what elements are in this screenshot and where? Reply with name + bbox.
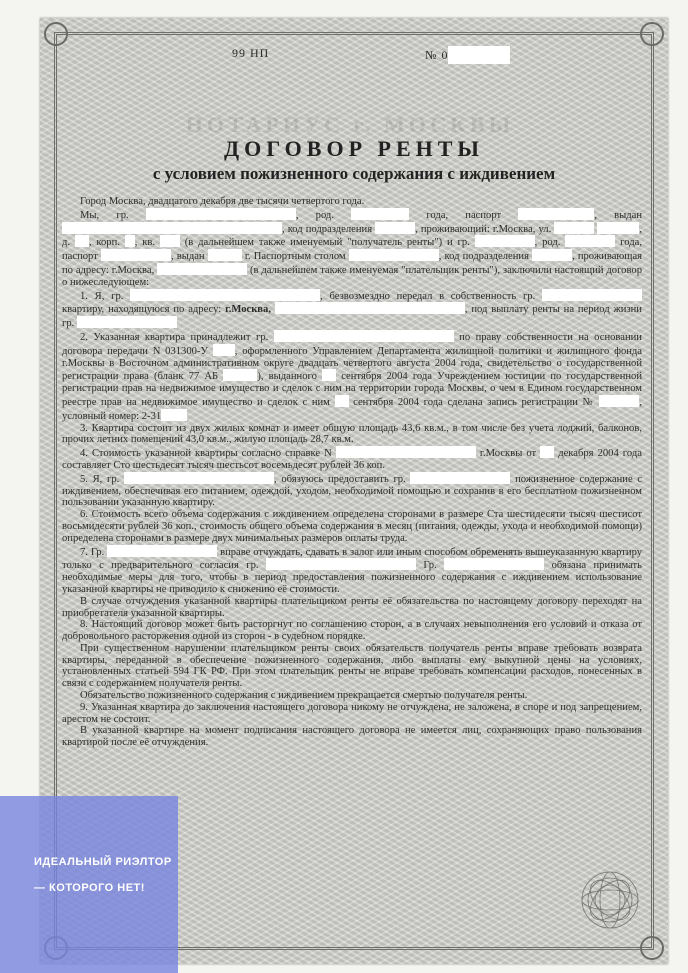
redacted-field: [322, 369, 336, 381]
text-fragment: , д.: [62, 223, 642, 249]
text-fragment: пожизненное содержание с иждивением, обеспечивая его питанием, одеждой, уходом, необходимой помощью и сохранив в его бесплатном пожизненном пользовании указанную квартиру.: [62, 473, 643, 509]
redacted-field: [275, 302, 465, 314]
clause-9: 9. Указанная квартира до заключения настоящего договора никому не отчуждена, не заложена, в споре и под запрещением, арестом не состоит.: [62, 701, 642, 725]
text-fragment: (в дальнейшем также именуемая "плательщик ренты"), заключили настоящий договор о нижеследующем:: [62, 264, 642, 288]
clause-6: 6. Стоимость всего объема содержания с иждивением определена сторонами в размере Ста шестидесяти тысяч шестисот восьмидесяти рублей 36 коп., стоимость общего объема содержания в месяц (питания, одежды, ухода и необходимой помощи) определена сторонами в размере двух минимальных размеров оплаты труда.: [62, 509, 642, 544]
city-date: Город Москва, двадцатого декабря две тысячи четвертого года.: [80, 196, 365, 207]
text-fragment: , кв.: [134, 237, 156, 249]
text-fragment: , код подразделения: [282, 223, 373, 235]
text-fragment: квартиру, находящуюся по адресу:: [62, 304, 222, 316]
redacted-field: [565, 235, 615, 247]
redacted-field: [124, 472, 274, 484]
redacted-field: [448, 46, 510, 64]
redacted-field: [130, 289, 320, 301]
clause-8: 8. Настоящий договор может быть расторгнут по соглашению сторон, а в случаях невыполнения его условий и отказа от добровольного расторжения одной из сторон - в судебном порядке.: [62, 619, 642, 643]
clause-7b: В случае отчуждения указанной квартиры плательщиком ренты её обязательства по настоящему договору переходят на приобретателя указанной квартиры.: [62, 595, 642, 619]
redacted-field: [532, 249, 572, 261]
contract-body: [62, 196, 642, 749]
text-fragment: , обязуюсь предоставить гр.: [274, 473, 406, 485]
clause-4: [62, 446, 642, 472]
text-fragment: , корп.: [88, 237, 120, 249]
text-fragment: года, паспорт: [62, 237, 642, 263]
text-fragment: , выдан: [170, 251, 205, 263]
guilloche-rosette: [570, 866, 650, 934]
text-fragment: , проживающая по адресу: г.Москва,: [62, 251, 643, 276]
redacted-field: [266, 558, 416, 570]
frame-corner: [44, 22, 68, 46]
parties-paragraph: [62, 208, 642, 289]
text-fragment: , выдан: [594, 209, 643, 221]
frame-corner: [640, 22, 664, 46]
clause-7: [62, 545, 642, 596]
text-fragment: 5. Я, гр.: [80, 473, 120, 485]
text-fragment: , код подразделения: [438, 251, 529, 263]
text-fragment: 4. Стоимость указанной квартиры согласно справке N: [80, 448, 332, 460]
text-fragment: , оформленного Управлением Департамента жилищной политики и жилищного фонда г.Москвы в Восточном административном округе двадцать четвертого августа 2004 года, свидетельство о государственной регистрации права (бланк 77 АБ: [62, 345, 643, 383]
redacted-field: [599, 395, 639, 407]
redacted-field: [157, 263, 247, 275]
text-fragment: Гр.: [423, 560, 437, 572]
text-fragment: 7. Гр.: [80, 546, 105, 558]
notary-watermark: НОТАРИУС г. МОСКВЫ: [185, 112, 515, 137]
document-subtitle: с условием пожизненного содержания с иждивением: [152, 164, 556, 183]
redacted-field: [101, 249, 171, 261]
text-fragment: 2. Указанная квартира принадлежит гр.: [80, 331, 269, 343]
clause-1: [62, 289, 642, 330]
text-fragment: вправе отчуждать, сдавать в залог или иным способом обременять вышеуказанную квартиру только с предварительного согласия гр.: [62, 546, 643, 572]
redacted-field: [62, 222, 282, 234]
clause-5: [62, 472, 642, 509]
address-city: г.Москва,: [225, 304, 271, 316]
redacted-field: [125, 235, 135, 247]
text-fragment: , под выплату ренты на период жизни гр.: [62, 304, 642, 330]
text-fragment: Мы, гр.: [80, 209, 129, 221]
redacted-field: [349, 249, 439, 261]
banner-line-1: ИДЕАЛЬНЫЙ РИЭЛТОР: [34, 856, 172, 868]
redacted-field: [336, 446, 476, 458]
text-fragment: обязана принимать необходимые меры для того, чтобы в период предоставления пожизненного содержания с иждивением использование указанной квартиры не приводило к снижению её стоимости.: [62, 560, 643, 595]
text-fragment: , условный номер: 2-31: [62, 396, 642, 422]
form-number-prefix: № 0: [425, 48, 449, 62]
text-fragment: сентября 2004 года сделана запись регистрации №: [353, 396, 595, 408]
redacted-field: [410, 472, 510, 484]
text-fragment: г.Москвы от: [479, 448, 537, 460]
document-title: ДОГОВОР РЕНТЫ: [223, 136, 485, 161]
redacted-field: [213, 344, 235, 356]
text-fragment: 1. Я, гр.: [80, 290, 124, 302]
text-fragment: , безвозмездно передал в собственность гр.: [320, 290, 536, 302]
text-fragment: (в дальнейшем также именуемый "получатель ренты") и гр.: [184, 237, 470, 249]
text-fragment: года, паспорт: [426, 209, 502, 221]
frame-corner: [640, 936, 664, 960]
redacted-field: [75, 235, 89, 247]
redacted-field: [77, 316, 177, 328]
redacted-field: [554, 222, 594, 234]
clause-8c: Обязательство пожизненного содержания с иждивением прекращается смертью получателя ренты.: [80, 690, 528, 702]
redacted-field: [160, 235, 180, 247]
text-fragment: ), выданного: [257, 371, 317, 383]
redacted-field: [542, 289, 642, 301]
redacted-field: [223, 369, 257, 381]
form-number: [425, 46, 510, 64]
text-fragment: декабря 2004 года составляет Сто шестьдесят тысяч шестьсот восемьдесят рублей 36 коп.: [62, 448, 642, 471]
redacted-field: [146, 208, 296, 220]
redacted-field: [351, 208, 409, 220]
banner-color-label: [0, 796, 2, 798]
redacted-field: [475, 235, 535, 247]
form-series: 99 НП: [232, 46, 270, 60]
clause-3: 3. Квартира состоит из двух жилых комнат и имеет общую площадь 43,6 кв.м., в том числе без учета лоджий, балконов, прочих летних помещений 43,0 кв.м., жилую площадь 28,7 кв.м.: [62, 422, 642, 446]
text-fragment: , род.: [534, 237, 561, 249]
text-fragment: , род.: [295, 209, 334, 221]
text-fragment: по праву собственности на основании договора передачи N 031300-У: [62, 331, 642, 357]
clause-10: В указанной квартире на момент подписания настоящего договора не имеется лиц, сохраняющих право пользования квартирой после её отчуждения.: [62, 725, 642, 749]
redacted-field: [540, 446, 554, 458]
redacted-field: [208, 249, 242, 261]
redacted-field: [597, 222, 639, 234]
text-fragment: г. Паспортным столом: [244, 251, 346, 263]
redacted-field: [107, 545, 217, 557]
redacted-field: [335, 395, 349, 407]
text-fragment: сентября 2004 года Учреждением юстиции по государственной регистрации прав на недвижимое имущество и сделок с ним на территории города Москвы, о чем в Едином государственном реестре прав на недвижимое имущество и сделок с ним: [62, 371, 643, 408]
text-fragment: , проживающий: г.Москва, ул.: [415, 223, 552, 235]
clause-2: [62, 330, 642, 423]
redacted-field: [161, 409, 187, 421]
redacted-field: [444, 558, 544, 570]
watermark-banner: [0, 796, 178, 973]
redacted-field: [375, 222, 415, 234]
clause-8b: При существенном нарушении плательщиком ренты своих обязательств получатель ренты вправе требовать возврата квартиры, переданной в обеспечение пожизненного содержания, либо выплаты ему выкупной цены на условиях, установленных статьей 594 ГК РФ. При этом плательщик ренты не вправе требовать компенсации расходов, понесенных в связи с содержанием получателя ренты.: [62, 642, 642, 690]
redacted-field: [518, 208, 594, 220]
redacted-field: [274, 330, 454, 342]
banner-line-2: — КОТОРОГО НЕТ!: [34, 882, 145, 894]
